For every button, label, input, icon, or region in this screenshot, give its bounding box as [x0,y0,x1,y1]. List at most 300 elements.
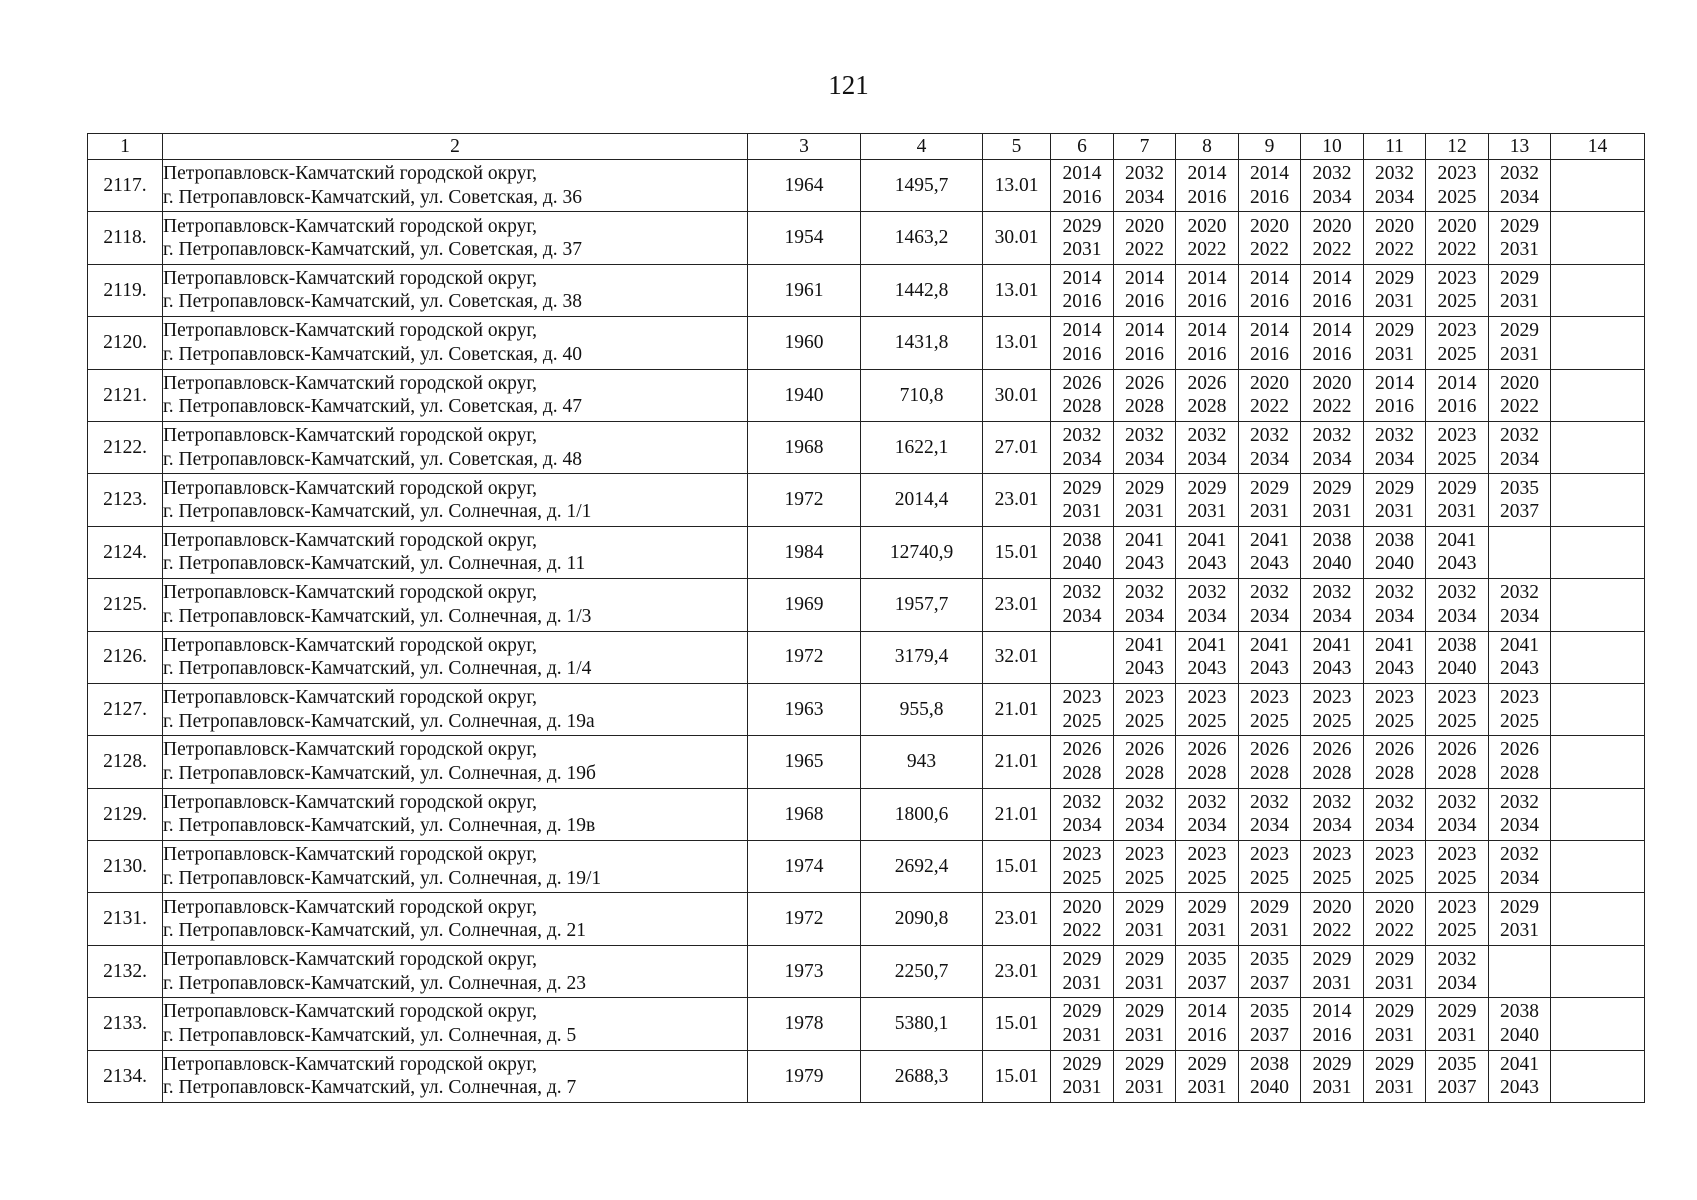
period-end-year: 2043 [1187,658,1227,680]
total-area: 1431,8 [861,317,983,369]
period-start-year: 2020 [1375,896,1414,918]
period-cell [1239,474,1301,526]
period-cell [1364,264,1426,316]
period-cell [1176,264,1239,316]
period-end-year: 2034 [1375,448,1414,470]
period-start-year: 2041 [1312,634,1352,656]
total-area: 955,8 [861,683,983,735]
period-end-year: 2016 [1250,186,1289,208]
table-row [88,683,1645,735]
period-start-year: 2023 [1187,687,1227,709]
address-cell [163,1050,748,1102]
category-code: 23.01 [983,579,1051,631]
address-cell [163,160,748,212]
address-line: Петропавловск-Камчатский городской округ, [163,163,538,185]
period-start-year: 2014 [1312,267,1352,289]
column-header: 7 [1114,134,1176,160]
period-end-year: 2022 [1312,396,1352,418]
period-end-year: 2037 [1250,972,1289,994]
period-cell [1114,526,1176,578]
period-start-year: 2014 [1062,163,1102,185]
period-cell [1364,474,1426,526]
address-cell [163,841,748,893]
period-end-year: 2034 [1375,186,1414,208]
table-row [88,421,1645,473]
period-start-year: 2032 [1062,791,1102,813]
column-14-cell [1551,579,1645,631]
period-start-year: 2029 [1125,477,1164,499]
address-line: г. Петропавловск-Камчатский, ул. Советская, д. 38 [163,291,583,313]
period-start-year: 2014 [1312,320,1352,342]
address-line: г. Петропавловск-Камчатский, ул. Советская, д. 40 [163,343,583,365]
period-start-year: 2023 [1125,687,1164,709]
period-end-year: 2040 [1500,1024,1539,1046]
period-cell [1114,683,1176,735]
period-cell [1239,631,1301,683]
row-number: 2125. [88,579,163,631]
row-number: 2122. [88,421,163,473]
period-start-year: 2020 [1250,215,1289,237]
period-end-year: 2025 [1375,710,1414,732]
address-line: г. Петропавловск-Камчатский, ул. Советская, д. 37 [163,239,583,261]
period-start-year: 2029 [1062,215,1102,237]
category-code: 13.01 [983,160,1051,212]
total-area: 1800,6 [861,788,983,840]
period-cell [1176,579,1239,631]
period-cell [1239,421,1301,473]
column-14-cell [1551,212,1645,264]
address-cell [163,369,748,421]
period-end-year: 2034 [1500,815,1539,837]
period-cell [1114,160,1176,212]
period-end-year: 2031 [1500,239,1539,261]
row-number: 2123. [88,474,163,526]
table-row [88,160,1645,212]
period-start-year: 2032 [1375,791,1414,813]
column-number-row [88,134,1645,160]
column-header: 11 [1364,134,1426,160]
address-line: Петропавловск-Камчатский городской округ, [163,687,538,709]
row-number: 2132. [88,945,163,997]
period-end-year: 2034 [1062,605,1102,627]
period-end-year: 2025 [1375,867,1414,889]
period-end-year: 2034 [1125,448,1164,470]
construction-year: 1974 [748,841,861,893]
address-line: Петропавловск-Камчатский городской округ, [163,425,538,447]
period-cell [1426,212,1489,264]
total-area: 2014,4 [861,474,983,526]
period-cell [1426,369,1489,421]
table-row [88,736,1645,788]
address-line: г. Петропавловск-Камчатский, ул. Солнечная, д. 19/1 [163,867,602,889]
period-start-year: 2029 [1375,1053,1414,1075]
table-row [88,945,1645,997]
period-start-year: 2029 [1437,1001,1477,1023]
period-cell [1301,736,1364,788]
period-end-year: 2022 [1250,396,1289,418]
period-cell [1489,474,1551,526]
address-cell [163,421,748,473]
total-area: 1622,1 [861,421,983,473]
period-start-year: 2023 [1437,163,1477,185]
period-cell [1364,369,1426,421]
period-cell [1301,474,1364,526]
period-start-year: 2041 [1437,529,1477,551]
period-cell [1364,945,1426,997]
period-start-year: 2029 [1375,1001,1414,1023]
period-start-year: 2032 [1312,163,1352,185]
period-start-year: 2014 [1187,163,1227,185]
period-end-year: 2022 [1312,239,1352,261]
period-start-year: 2029 [1250,477,1289,499]
period-start-year: 2029 [1500,267,1539,289]
period-end-year: 2031 [1375,343,1414,365]
period-end-year: 2037 [1500,501,1539,523]
period-start-year: 2026 [1375,739,1414,761]
period-cell [1364,526,1426,578]
period-end-year: 2034 [1437,815,1477,837]
column-header: 4 [861,134,983,160]
address-line: г. Петропавловск-Камчатский, ул. Солнечная, д. 21 [163,920,586,942]
address-line: Петропавловск-Камчатский городской округ, [163,1001,538,1023]
period-cell [1051,526,1114,578]
period-start-year: 2029 [1187,896,1227,918]
period-start-year: 2029 [1375,267,1414,289]
category-code: 21.01 [983,683,1051,735]
period-start-year: 2029 [1187,477,1227,499]
construction-year: 1965 [748,736,861,788]
column-header: 12 [1426,134,1489,160]
period-cell [1051,998,1114,1050]
period-start-year: 2020 [1187,215,1227,237]
period-start-year: 2032 [1312,582,1352,604]
period-end-year: 2016 [1375,396,1414,418]
column-header: 3 [748,134,861,160]
period-start-year: 2014 [1375,372,1414,394]
period-start-year: 2041 [1187,634,1227,656]
period-end-year: 2016 [1125,343,1164,365]
total-area: 3179,4 [861,631,983,683]
period-end-year: 2028 [1375,762,1414,784]
period-cell [1176,631,1239,683]
address-line: г. Петропавловск-Камчатский, ул. Солнечная, д. 7 [163,1077,577,1099]
column-header: 13 [1489,134,1551,160]
period-cell [1176,736,1239,788]
address-line: Петропавловск-Камчатский городской округ, [163,896,538,918]
column-14-cell [1551,526,1645,578]
address-cell [163,998,748,1050]
period-start-year: 2020 [1312,215,1352,237]
address-cell [163,264,748,316]
column-14-cell [1551,317,1645,369]
period-cell [1176,683,1239,735]
row-number: 2133. [88,998,163,1050]
period-cell [1114,788,1176,840]
period-cell [1489,317,1551,369]
period-cell [1489,841,1551,893]
period-cell [1239,893,1301,945]
period-end-year: 2037 [1187,972,1227,994]
period-start-year: 2032 [1500,844,1539,866]
address-line: г. Петропавловск-Камчатский, ул. Солнечная, д. 23 [163,972,586,994]
period-cell [1176,421,1239,473]
period-end-year: 2031 [1125,972,1164,994]
period-cell [1114,317,1176,369]
period-cell [1364,893,1426,945]
address-cell [163,474,748,526]
period-start-year: 2032 [1500,791,1539,813]
period-start-year: 2023 [1062,844,1102,866]
total-area: 2090,8 [861,893,983,945]
address-cell [163,579,748,631]
column-14-cell [1551,160,1645,212]
period-cell [1364,841,1426,893]
period-cell [1176,945,1239,997]
category-code: 21.01 [983,736,1051,788]
period-start-year: 2026 [1187,372,1227,394]
period-cell [1364,631,1426,683]
table-body [88,160,1645,1103]
period-end-year: 2031 [1187,1077,1227,1099]
column-14-cell [1551,998,1645,1050]
period-cell [1239,212,1301,264]
total-area: 5380,1 [861,998,983,1050]
period-start-year: 2014 [1250,320,1289,342]
period-end-year: 2025 [1250,867,1289,889]
category-code: 30.01 [983,369,1051,421]
period-end-year: 2025 [1062,710,1102,732]
period-start-year: 2023 [1312,687,1352,709]
period-cell [1239,841,1301,893]
address-line: Петропавловск-Камчатский городской округ, [163,634,538,656]
period-start-year: 2023 [1125,844,1164,866]
period-end-year: 2040 [1250,1077,1289,1099]
period-end-year: 2043 [1375,658,1414,680]
period-start-year: 2038 [1312,529,1352,551]
period-end-year: 2034 [1125,605,1164,627]
period-cell [1051,474,1114,526]
period-end-year: 2016 [1187,186,1227,208]
period-cell [1426,579,1489,631]
period-cell [1051,788,1114,840]
period-end-year: 2034 [1500,186,1539,208]
category-code: 32.01 [983,631,1051,683]
period-start-year: 2014 [1250,163,1289,185]
period-cell [1489,893,1551,945]
period-end-year: 2028 [1125,762,1164,784]
address-line: Петропавловск-Камчатский городской округ, [163,267,538,289]
period-end-year: 2025 [1437,343,1477,365]
period-cell [1489,945,1551,997]
page-number: 121 [828,70,869,100]
period-start-year: 2032 [1062,425,1102,447]
period-end-year: 2016 [1250,343,1289,365]
period-cell [1051,736,1114,788]
address-cell [163,683,748,735]
period-end-year: 2034 [1250,605,1289,627]
period-end-year: 2043 [1187,553,1227,575]
period-start-year: 2041 [1500,1053,1539,1075]
period-start-year: 2026 [1250,739,1289,761]
period-cell [1426,160,1489,212]
period-cell [1301,998,1364,1050]
period-end-year: 2040 [1062,553,1102,575]
construction-year: 1954 [748,212,861,264]
period-end-year: 2016 [1062,291,1102,313]
period-end-year: 2022 [1125,239,1164,261]
category-code: 15.01 [983,526,1051,578]
period-cell [1176,893,1239,945]
period-cell [1364,736,1426,788]
construction-year: 1963 [748,683,861,735]
category-code: 30.01 [983,212,1051,264]
period-start-year: 2023 [1250,844,1289,866]
period-cell [1051,631,1114,683]
period-start-year: 2035 [1437,1053,1477,1075]
category-code: 27.01 [983,421,1051,473]
period-start-year: 2035 [1250,949,1289,971]
period-cell [1301,526,1364,578]
period-start-year: 2023 [1187,844,1227,866]
period-start-year: 2029 [1125,949,1164,971]
column-header: 2 [163,134,748,160]
period-start-year: 2014 [1125,320,1164,342]
period-end-year: 2034 [1062,448,1102,470]
total-area: 1442,8 [861,264,983,316]
period-end-year: 2031 [1125,501,1164,523]
period-cell [1114,841,1176,893]
period-cell [1176,788,1239,840]
construction-year: 1978 [748,998,861,1050]
period-cell [1426,631,1489,683]
period-start-year: 2029 [1312,1053,1352,1075]
address-cell [163,945,748,997]
row-number: 2131. [88,893,163,945]
total-area: 2250,7 [861,945,983,997]
period-start-year: 2032 [1250,791,1289,813]
category-code: 23.01 [983,474,1051,526]
period-cell [1364,579,1426,631]
period-end-year: 2031 [1250,920,1289,942]
period-end-year: 2031 [1125,920,1164,942]
address-line: Петропавловск-Камчатский городской округ, [163,477,538,499]
period-start-year: 2032 [1437,582,1477,604]
construction-year: 1968 [748,421,861,473]
table-row [88,998,1645,1050]
total-area: 1957,7 [861,579,983,631]
period-cell [1489,160,1551,212]
construction-year: 1961 [748,264,861,316]
period-start-year: 2014 [1125,267,1164,289]
period-end-year: 2034 [1312,605,1352,627]
address-line: г. Петропавловск-Камчатский, ул. Солнечная, д. 1/3 [163,605,592,627]
period-end-year: 2022 [1062,920,1102,942]
period-start-year: 2032 [1187,582,1227,604]
column-14-cell [1551,945,1645,997]
address-line: Петропавловск-Камчатский городской округ, [163,582,538,604]
period-start-year: 2020 [1125,215,1164,237]
period-start-year: 2032 [1500,163,1539,185]
period-end-year: 2031 [1062,501,1102,523]
period-start-year: 2038 [1437,634,1477,656]
column-header: 9 [1239,134,1301,160]
period-end-year: 2025 [1437,291,1477,313]
period-cell [1051,212,1114,264]
period-cell [1301,1050,1364,1102]
period-end-year: 2016 [1187,291,1227,313]
period-end-year: 2040 [1437,658,1477,680]
period-end-year: 2034 [1437,605,1477,627]
period-end-year: 2028 [1062,762,1102,784]
column-14-cell [1551,1050,1645,1102]
period-end-year: 2031 [1250,501,1289,523]
period-start-year: 2026 [1312,739,1352,761]
period-cell [1364,1050,1426,1102]
period-cell [1176,526,1239,578]
period-start-year: 2038 [1375,529,1414,551]
period-cell [1114,264,1176,316]
period-end-year: 2043 [1500,1077,1539,1099]
period-start-year: 2023 [1062,687,1102,709]
period-start-year: 2032 [1125,791,1164,813]
period-start-year: 2032 [1375,163,1414,185]
period-cell [1364,160,1426,212]
period-cell [1051,264,1114,316]
period-end-year: 2028 [1500,762,1539,784]
period-end-year: 2025 [1312,710,1352,732]
period-start-year: 2032 [1500,582,1539,604]
period-cell [1489,212,1551,264]
row-number: 2126. [88,631,163,683]
period-end-year: 2031 [1187,920,1227,942]
period-end-year: 2025 [1437,867,1477,889]
address-line: Петропавловск-Камчатский городской округ, [163,949,538,971]
address-line: г. Петропавловск-Камчатский, ул. Советская, д. 48 [163,448,583,470]
period-cell [1051,369,1114,421]
period-end-year: 2040 [1312,553,1352,575]
table-header [88,134,1645,160]
period-cell [1301,317,1364,369]
period-start-year: 2035 [1500,477,1539,499]
period-end-year: 2034 [1187,448,1227,470]
period-start-year: 2032 [1500,425,1539,447]
period-cell [1426,474,1489,526]
column-header: 8 [1176,134,1239,160]
period-end-year: 2025 [1187,867,1227,889]
construction-year: 1968 [748,788,861,840]
period-end-year: 2022 [1312,920,1352,942]
period-end-year: 2031 [1375,1024,1414,1046]
table-row [88,841,1645,893]
period-end-year: 2043 [1437,553,1477,575]
period-start-year: 2041 [1125,634,1164,656]
period-end-year: 2031 [1500,291,1539,313]
period-end-year: 2025 [1437,710,1477,732]
table-row [88,264,1645,316]
period-end-year: 2016 [1437,396,1477,418]
period-start-year: 2032 [1187,425,1227,447]
address-cell [163,317,748,369]
period-end-year: 2025 [1500,710,1539,732]
category-code: 23.01 [983,893,1051,945]
period-end-year: 2028 [1312,762,1352,784]
total-area: 710,8 [861,369,983,421]
period-cell [1301,212,1364,264]
address-cell [163,526,748,578]
period-end-year: 2031 [1312,1077,1352,1099]
period-cell [1239,945,1301,997]
period-start-year: 2029 [1187,1053,1227,1075]
